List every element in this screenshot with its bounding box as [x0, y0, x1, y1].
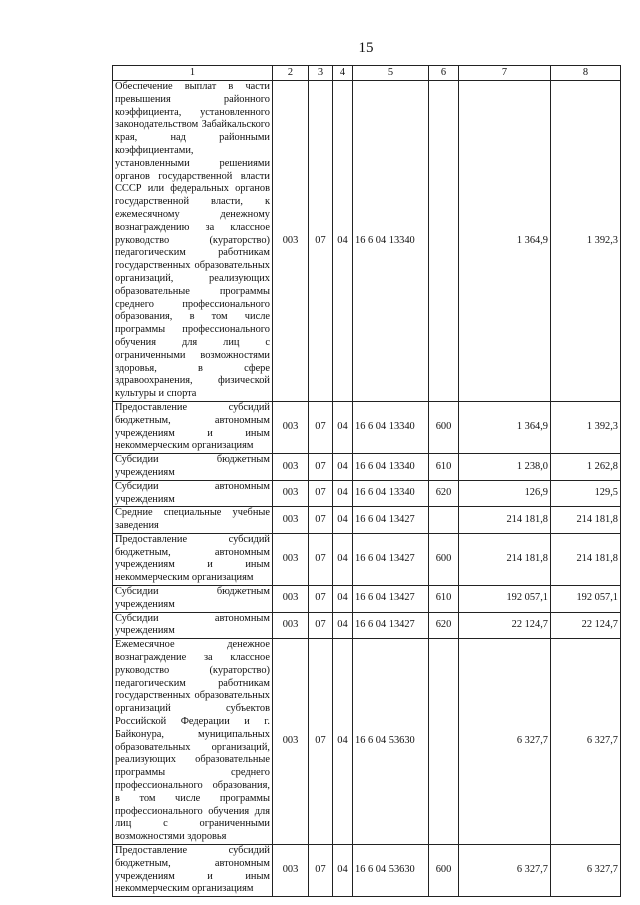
- cell-expense-type: 610: [429, 454, 459, 481]
- cell-section: 07: [309, 612, 333, 639]
- cell-section: 07: [309, 81, 333, 402]
- row-name: Обеспечение выплат в части превышения районного коэффициента, установленного законодательством Забайкальского края, над районными коэффициентами, установленными решениями органов государственной власти СССР или федеральных органов государственной власти, к ежемесячному денежному вознаграждению за классное руководство (кураторство) педагогическим работникам государственных образовательных организаций, реализующих образовательные программы среднего профессионального образования, в том числе программы профессионального обучения для лиц с ограниченными возможностями здоровья, в сфере здравоохранения, физической культуры и спорта: [113, 81, 273, 402]
- table-row: [113, 533, 621, 585]
- cell-admin-code: 003: [273, 507, 309, 534]
- cell-target-code: 16 6 04 13340: [353, 480, 429, 507]
- row-name: Средние специальные учебные заведения: [113, 507, 273, 534]
- cell-amount-year2: 1 392,3: [551, 401, 621, 453]
- row-name: Субсидии автономным учреждениям: [113, 612, 273, 639]
- cell-subsection: 04: [333, 401, 353, 453]
- cell-subsection: 04: [333, 454, 353, 481]
- cell-section: 07: [309, 639, 333, 845]
- cell-section: 07: [309, 586, 333, 613]
- table-row: [113, 480, 621, 507]
- cell-amount-year1: 1 364,9: [459, 81, 551, 402]
- cell-expense-type: 600: [429, 845, 459, 897]
- cell-admin-code: 003: [273, 845, 309, 897]
- cell-amount-year2: 22 124,7: [551, 612, 621, 639]
- cell-expense-type: 610: [429, 586, 459, 613]
- cell-expense-type: [429, 81, 459, 402]
- table-row: [113, 401, 621, 453]
- cell-amount-year2: 1 392,3: [551, 81, 621, 402]
- cell-section: 07: [309, 533, 333, 585]
- cell-target-code: 16 6 04 53630: [353, 845, 429, 897]
- table-row: [113, 586, 621, 613]
- table-row: [113, 639, 621, 845]
- cell-subsection: 04: [333, 586, 353, 613]
- budget-table: [112, 65, 621, 897]
- cell-expense-type: 620: [429, 480, 459, 507]
- cell-subsection: 04: [333, 81, 353, 402]
- table-row: [113, 454, 621, 481]
- cell-admin-code: 003: [273, 480, 309, 507]
- cell-expense-type: 600: [429, 533, 459, 585]
- cell-section: 07: [309, 845, 333, 897]
- column-header: 5: [353, 66, 429, 81]
- cell-subsection: 04: [333, 480, 353, 507]
- column-header: 2: [273, 66, 309, 81]
- column-header: 7: [459, 66, 551, 81]
- cell-subsection: 04: [333, 845, 353, 897]
- cell-section: 07: [309, 480, 333, 507]
- cell-admin-code: 003: [273, 454, 309, 481]
- row-name: Предоставление субсидий бюджетным, автономным учреждениям и иным некоммерческим организациям: [113, 401, 273, 453]
- cell-amount-year1: 1 238,0: [459, 454, 551, 481]
- column-header: 4: [333, 66, 353, 81]
- cell-admin-code: 003: [273, 533, 309, 585]
- cell-subsection: 04: [333, 612, 353, 639]
- cell-target-code: 16 6 04 13427: [353, 586, 429, 613]
- table-row: [113, 81, 621, 402]
- cell-amount-year1: 214 181,8: [459, 507, 551, 534]
- cell-amount-year1: 126,9: [459, 480, 551, 507]
- row-name: Субсидии бюджетным учреждениям: [113, 586, 273, 613]
- row-name: Предоставление субсидий бюджетным, автономным учреждениям и иным некоммерческим организациям: [113, 533, 273, 585]
- cell-section: 07: [309, 507, 333, 534]
- cell-section: 07: [309, 401, 333, 453]
- cell-admin-code: 003: [273, 612, 309, 639]
- cell-amount-year2: 129,5: [551, 480, 621, 507]
- cell-target-code: 16 6 04 13340: [353, 81, 429, 402]
- table-row: [113, 612, 621, 639]
- cell-subsection: 04: [333, 533, 353, 585]
- page-number: 15: [358, 40, 374, 56]
- row-name: Субсидии автономным учреждениям: [113, 480, 273, 507]
- column-header: 6: [429, 66, 459, 81]
- cell-admin-code: 003: [273, 639, 309, 845]
- cell-target-code: 16 6 04 13340: [353, 401, 429, 453]
- row-name: Предоставление субсидий бюджетным, автономным учреждениям и иным некоммерческим организациям: [113, 845, 273, 897]
- cell-amount-year2: 6 327,7: [551, 845, 621, 897]
- cell-expense-type: 620: [429, 612, 459, 639]
- cell-target-code: 16 6 04 13427: [353, 507, 429, 534]
- cell-amount-year2: 214 181,8: [551, 533, 621, 585]
- cell-amount-year2: 214 181,8: [551, 507, 621, 534]
- cell-amount-year1: 1 364,9: [459, 401, 551, 453]
- cell-section: 07: [309, 454, 333, 481]
- cell-admin-code: 003: [273, 586, 309, 613]
- cell-target-code: 16 6 04 53630: [353, 639, 429, 845]
- column-header: 1: [113, 66, 273, 81]
- cell-amount-year2: 1 262,8: [551, 454, 621, 481]
- cell-amount-year2: 6 327,7: [551, 639, 621, 845]
- cell-admin-code: 003: [273, 401, 309, 453]
- row-name: Субсидии бюджетным учреждениям: [113, 454, 273, 481]
- cell-target-code: 16 6 04 13340: [353, 454, 429, 481]
- table-row: [113, 507, 621, 534]
- table-header-row: [113, 66, 621, 81]
- cell-amount-year1: 214 181,8: [459, 533, 551, 585]
- cell-admin-code: 003: [273, 81, 309, 402]
- cell-subsection: 04: [333, 639, 353, 845]
- column-header: 3: [309, 66, 333, 81]
- cell-amount-year1: 6 327,7: [459, 639, 551, 845]
- cell-amount-year2: 192 057,1: [551, 586, 621, 613]
- cell-expense-type: 600: [429, 401, 459, 453]
- cell-subsection: 04: [333, 507, 353, 534]
- cell-amount-year1: 22 124,7: [459, 612, 551, 639]
- cell-expense-type: [429, 639, 459, 845]
- row-name: Ежемесячное денежное вознаграждение за классное руководство (кураторство) педагогическим работникам государственных образовательных организаций субъектов Российской Федерации и г. Байконура, муниципальных образовательных организаций, реализующих образовательные программы среднего профессионального образования, в том числе программы профессионального обучения для лиц с ограниченными возможностями здоровья: [113, 639, 273, 845]
- table-row: [113, 845, 621, 897]
- cell-amount-year1: 192 057,1: [459, 586, 551, 613]
- cell-expense-type: [429, 507, 459, 534]
- column-header: 8: [551, 66, 621, 81]
- cell-amount-year1: 6 327,7: [459, 845, 551, 897]
- cell-target-code: 16 6 04 13427: [353, 612, 429, 639]
- cell-target-code: 16 6 04 13427: [353, 533, 429, 585]
